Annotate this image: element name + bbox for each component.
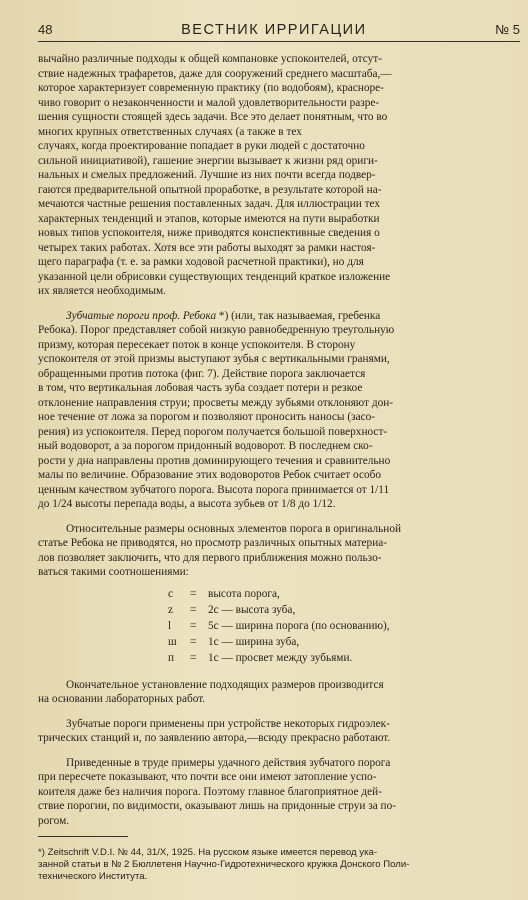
formula-row: l = 5c — ширина порога (по основанию), — [168, 619, 390, 632]
paragraph-1: вычайно различные подходы к общей компановке успокоителей, отсут- ствие надежных трафаретов, даже для сооружений среднего масштаба,— которое характеризует современную практику (по водобоям), красноре- чиво говорит о незаконченности и малой удовлетворительности разре- шения сущности стоящей здесь задачи. Все это делает понятным, что во многих крупных ответственных случаях (а также в тех случаях, когда проектирование попадает в руки людей с достаточно сильной инициативой), гашение энергии вызывает к жизни ряд ориги- нальных и смелых предложений. Лучшие из них почти всегда подвер- гаются предварительной опытной проработке, в результате которой на- мечаются частные решения поставленных задач. Для иллюстрации тех характерных тенденций и этапов, которые имеются на пути выработки новых типов успокоителя, ниже приводятся конспективные сведения о четырех таких работах. Хотя все эти работы выходят за рамки настоя- щего параграфа (т. е. за рамки ходовой расчетной практики), но для указанной цели обрисовки существующих тенденций краткое изложение их является необходимым. — [38, 53, 392, 297]
journal-title: ВЕСТНИК ИРРИГАЦИИ — [181, 22, 367, 38]
paragraph-4: Окончательное установление подходящих размеров производится на основании лабораторных работ. — [38, 678, 384, 705]
formula-expr: высота порога, — [208, 587, 280, 600]
formula-row: c = высота порога, — [168, 587, 280, 600]
formula-var: c — [168, 587, 174, 600]
formula-var: z — [168, 603, 174, 616]
footnote: *) Zeitschrift V.D.I. № 44, 31/X, 1925. На русском языке имеется перевод ука- занной статьи в № 2 Бюллетеня Научно-Гидротехнического кружка Донского Поли- технического Института. — [38, 846, 410, 883]
formula-expr: 5c — ширина порога (по основанию), — [208, 619, 390, 632]
footnote-divider — [38, 836, 128, 837]
paragraph-3: Относительные размеры основных элементов порога в оригинальной статье Ребока не приводятся, но просмотр различных опытных материа- лов позволяет заключить, что для первого приближения можно пользо- ваться такими соотношениями: — [38, 522, 402, 578]
formula-list — [168, 586, 520, 666]
page-header — [38, 22, 520, 42]
paragraph-2-lead: Зубчатые пороги проф. Ребока — [66, 309, 217, 322]
issue-number: № 5 — [495, 22, 520, 37]
formula-row: z = 2c — высота зуба, — [168, 603, 296, 616]
formula-expr: 1c — просвет между зубьями. — [208, 651, 353, 664]
formula-var: п — [168, 651, 175, 664]
formula-row: п = 1c — просвет между зубьями. — [168, 651, 353, 664]
formula-var: l — [168, 619, 172, 632]
formula-expr: 2c — высота зуба, — [208, 603, 296, 616]
formula-expr: 1c — ширина зуба, — [208, 635, 300, 648]
paragraph-5: Зубчатые пороги применены при устройстве некоторых гидроэлек- трических станций и, по заявлению автора,—всюду прекрасно работают. — [38, 717, 391, 744]
paragraph-6: Приведенные в труде примеры удачного действия зубчатого порога при пересчете показывают, что почти все они имеют затопление успо- коителя даже без наличия порога. Поэтому главное благоприятное дей- ствие порогии, по видимости, оказывают лишь на придонные струи за по- рогом. — [38, 756, 396, 827]
paragraph-2 — [38, 309, 520, 512]
formula-var: ш — [168, 635, 177, 648]
formula-row: ш = 1c — ширина зуба, — [168, 635, 300, 648]
paragraph-2-body: *) (или, так называемая, гребенка Ребока). Порог представляет собой низкую равнобедренную треугольную призму, которая пересекает поток в конце успокоителя. В сторону успокоителя от этой призмы выступают зубья с вертикальными гранями, обращенными против потока (фиг. 7). Действие порога заключается в том, что вертикальная лобовая часть зуба создает потери и резкое отклонение направления струи; просветы между зубьями отклоняют дон- ное течение от ложа за порогом и позволяют проносить наносы (засо- рения) из успокоителя. Перед порогом получается большой поверхност- ный водоворот, а за порогом придонный водоворот. В последнем ско- рости у дна направлены против доминирующего течения и сравнительно малы по величине. Образование этих водоворотов Ребок считает особо ценным качеством зубчатого порога. Высота порога принимается от 1/11 до 1/24 высоты перепада воды, а высота зубьев от 1/8 до 1/12. — [38, 309, 395, 510]
page-number: 48 — [38, 22, 53, 37]
